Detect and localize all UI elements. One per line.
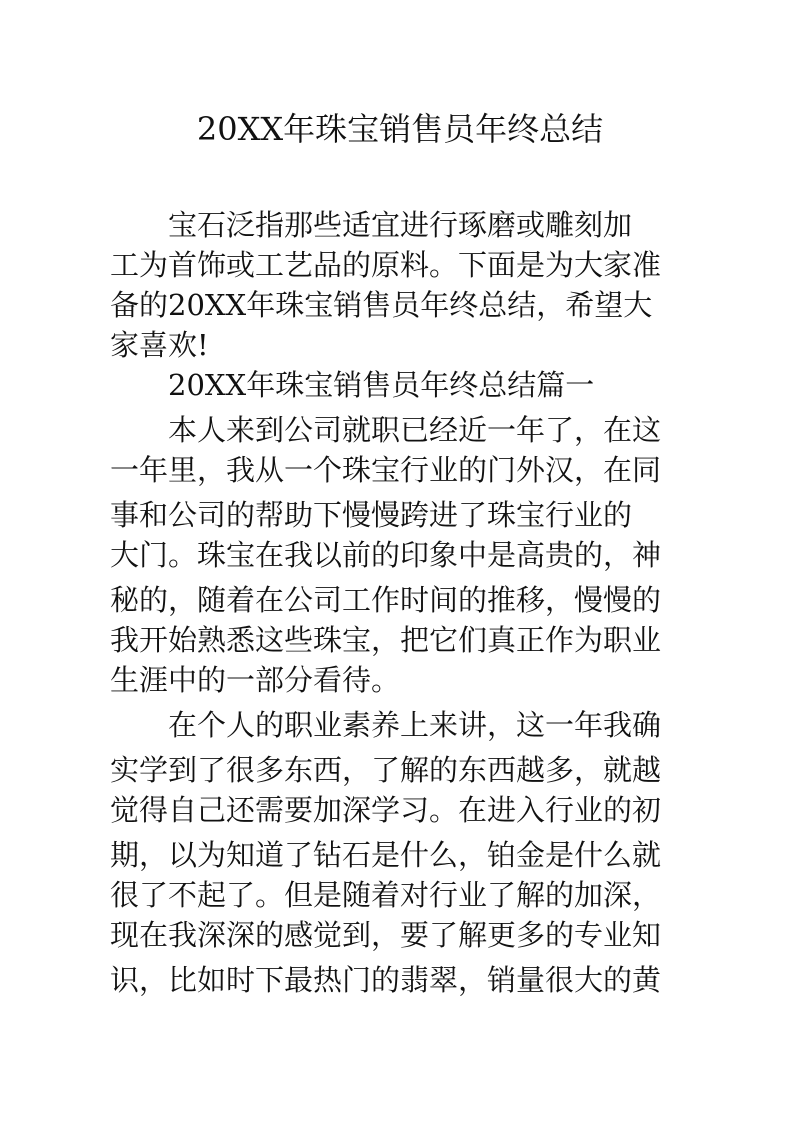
body-line: 大门。珠宝在我以前的印象中是高贵的，神 — [110, 538, 662, 572]
body-line: 本人来到公司就职已经近一年了，在这 — [110, 413, 662, 447]
body-line: 事和公司的帮助下慢慢跨进了珠宝行业的 — [110, 498, 633, 532]
body-line: 实学到了很多东西，了解的东西越多，就越 — [110, 753, 662, 787]
body-line: 秘的，随着在公司工作时间的推移，慢慢的 — [110, 583, 662, 617]
body-line: 期，以为知道了钻石是什么，铂金是什么就 — [110, 838, 662, 872]
body-line: 我开始熟悉这些珠宝，把它们真正作为职业 — [110, 623, 662, 657]
body-line: 识，比如时下最热门的翡翠，销量很大的黄 — [110, 963, 662, 997]
section-heading: 20XX年珠宝销售员年终总结篇一 — [110, 368, 595, 402]
body-line: 工为首饰或工艺品的原料。下面是为大家准 — [110, 248, 662, 282]
body-line: 宝石泛指那些适宜进行琢磨或雕刻加 — [110, 208, 633, 242]
body-line: 觉得自己还需要加深学习。在进入行业的初 — [110, 793, 662, 827]
body-line: 在个人的职业素养上来讲，这一年我确 — [110, 708, 662, 742]
body-line: 一年里，我从一个珠宝行业的门外汉，在同 — [110, 453, 662, 487]
body-line: 很了不起了。但是随着对行业了解的加深， — [110, 878, 662, 912]
body-line: 生涯中的一部分看待。 — [110, 663, 401, 697]
body-line: 家喜欢! — [110, 328, 209, 362]
body-line: 现在我深深的感觉到，要了解更多的专业知 — [110, 918, 662, 952]
body-line: 备的20XX年珠宝销售员年终总结，希望大 — [110, 288, 653, 322]
document-title: 20XX年珠宝销售员年终总结 — [196, 110, 604, 148]
